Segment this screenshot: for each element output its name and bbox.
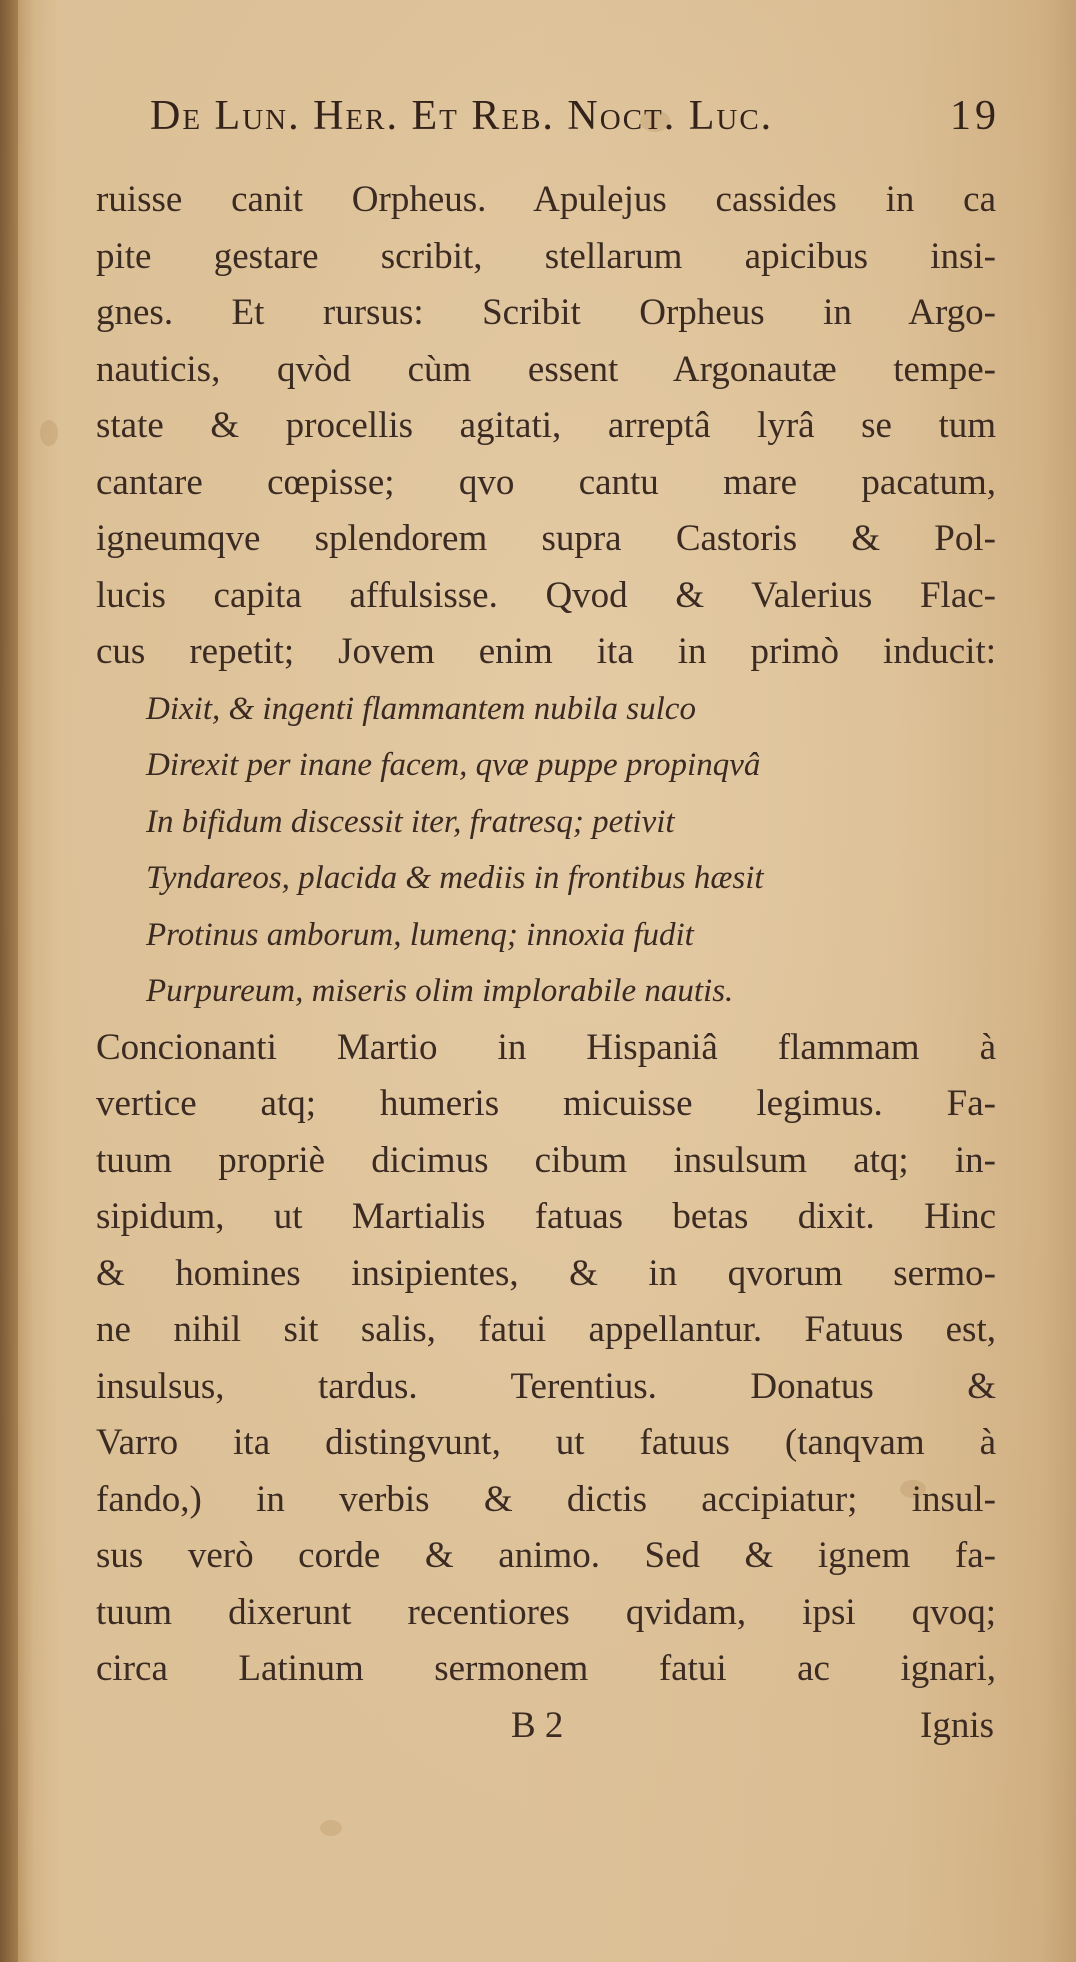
body-line: gnes. Et rursus: Scribit Orpheus in Argo-: [96, 292, 996, 333]
body-line: cantare cœpisse; qvo cantu mare pacatum,: [96, 461, 996, 503]
body-line: cus repetit; Jovem enim ita in primò inducit:: [96, 631, 996, 672]
body-line: Varro ita distingvunt, ut fatuus (tanqvam à: [96, 1422, 996, 1463]
body-line: nauticis, qvòd cùm essent Argonautæ tempe-: [96, 348, 996, 390]
page-number: 19: [950, 93, 1000, 139]
body-line: state & procellis agitati, arreptâ lyrâ se tum: [96, 405, 996, 446]
page-spine-edge: [0, 0, 18, 1962]
signature-mark: B 2: [511, 1704, 564, 1746]
paper-foxing-spot: [320, 1820, 342, 1836]
body-line: insulsus, tardus. Terentius. Donatus &: [96, 1365, 996, 1407]
body-line: ruisse canit Orpheus. Apulejus cassides in ca: [96, 179, 996, 220]
body-line: pite gestare scribit, stellarum apicibus insi-: [96, 235, 996, 277]
body-line: vertice atq; humeris micuisse legimus. Fa-: [96, 1083, 996, 1124]
body-line: igneumqve splendorem supra Castoris & Pol-: [96, 518, 996, 559]
body-line: tuum propriè dicimus cibum insulsum atq; in-: [96, 1139, 996, 1181]
body-line: fando,) in verbis & dictis accipiatur; insul-: [96, 1478, 996, 1520]
page-header: [150, 92, 1000, 142]
running-head: De Lun. Her. Et Reb. Noct. Luc.: [150, 93, 774, 139]
footer-line: [96, 1698, 996, 1755]
body-line: circa Latinum sermonem fatui ac ignari,: [96, 1648, 996, 1689]
body-line: ne nihil sit salis, fatui appellantur. Fatuus est,: [96, 1309, 996, 1350]
catchword: Ignis: [920, 1704, 994, 1746]
verse-line: Protinus amborum, lumenq; innoxia fudit: [146, 916, 694, 953]
paper-foxing-spot: [40, 420, 58, 446]
verse-line: Purpureum, miseris olim implorabile nautis.: [146, 973, 734, 1009]
body-line: sipidum, ut Martialis fatuas betas dixit. Hinc: [96, 1196, 996, 1237]
verse-line: Tyndareos, placida & mediis in frontibus hæsit: [146, 860, 764, 896]
body-line: Concionanti Martio in Hispaniâ flammam à: [96, 1026, 996, 1068]
verse-line: Dixit, & ingenti flammantem nubila sulco: [146, 690, 696, 727]
body-line: sus verò corde & animo. Sed & ignem fa-: [96, 1535, 996, 1576]
body-line: tuum dixerunt recentiores qvidam, ipsi qvoq;: [96, 1591, 996, 1633]
verse-line: Direxit per inane facem, qvæ puppe propinqvâ: [146, 747, 761, 783]
verse-line: In bifidum discessit iter, fratresq; petivit: [146, 803, 675, 840]
text-block: [96, 172, 996, 1754]
body-line: lucis capita affulsisse. Qvod & Valerius Flac-: [96, 574, 996, 616]
body-line: & homines insipientes, & in qvorum sermo-: [96, 1252, 996, 1294]
